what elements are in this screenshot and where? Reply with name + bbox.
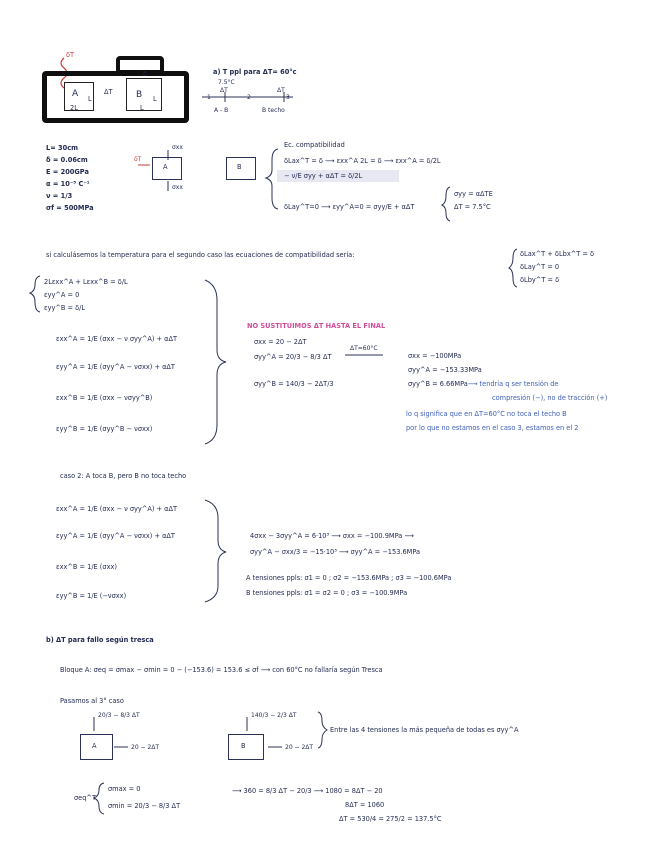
case-right-0: δLax^T + δLbx^T = δ: [520, 250, 595, 258]
box-b-top: 140/3 − 2/3 ΔT: [251, 712, 297, 719]
compat-l2: − ν/E σyy + αΔT = δ/2L: [284, 172, 363, 180]
num-res-1: σyy^A = −153.33MPa: [408, 366, 482, 374]
diagram-label-2l: 2L: [70, 104, 78, 112]
eq2-2: εxx^B = 1/E (σxx): [56, 563, 117, 571]
timeline-seg1: A - B: [214, 107, 229, 114]
given-2: E = 200GPa: [46, 168, 89, 176]
given-3: α = 10⁻⁵ C⁻¹: [46, 180, 90, 188]
timeline-n3: 3: [286, 94, 290, 101]
f1: ⟶ 360 = 8/3 ΔT − 20/3 ⟶ 1080 = 8ΔT − 20: [232, 787, 383, 795]
sub-res-0: σxx = 20 − 2ΔT: [254, 338, 307, 346]
arrow-dt-label: ΔT=60°C: [350, 345, 378, 352]
timeline-dt1: ΔT: [220, 87, 228, 94]
diagram-label-dt-red: δT: [66, 51, 75, 59]
f3: ΔT = 530/4 = 275/2 = 137.5°C: [339, 815, 442, 823]
f2: 8ΔT = 1060: [345, 801, 385, 809]
given-1: δ = 0.06cm: [46, 156, 88, 164]
block-a-sxx-bottom: σxx: [172, 184, 183, 191]
compat-title: Ec. compatibilidad: [284, 141, 345, 149]
case-right-1: δLay^T = 0: [520, 263, 560, 271]
diagram-label-l-right: L: [153, 95, 157, 103]
timeline-n2: 2: [247, 94, 251, 101]
case2-title: caso 2: A toca B, pero B no toca techo: [60, 472, 187, 480]
box-a-b-label: A: [92, 742, 97, 750]
section-b-title: b) ΔT para fallo según tresca: [46, 636, 154, 644]
eq1-0: εxx^A = 1/E (σxx − ν σyy^A) + αΔT: [56, 335, 178, 343]
given-0: L= 30cm: [46, 144, 78, 152]
case2-l4: B tensiones ppls: σ1 = σ2 = 0 ; σ3 = −100.9MPa: [246, 589, 408, 597]
sys-2: εyy^B = δ/L: [44, 304, 86, 312]
sys-0: 2Lεxx^A + Lεxx^B = δ/L: [44, 278, 128, 286]
block-a-dt: δT: [134, 156, 142, 163]
smax: σmax = 0: [108, 785, 141, 793]
eq1-3: εyy^B = 1/E (σyy^B − νσxx): [56, 425, 153, 433]
timeline-temp: 7.5°C: [218, 79, 235, 86]
entre-note: Entre las 4 tensiones la más pequeña de todas es σyy^A: [330, 726, 519, 734]
compat-r2: ΔT = 7.5°C: [454, 203, 491, 211]
given-5: σf = 500MPa: [46, 204, 94, 212]
eq2-3: εyy^B = 1/E (−νσxx): [56, 592, 127, 600]
timeline-n1: 1: [207, 94, 211, 101]
smin: σmin = 20/3 − 8/3 ΔT: [108, 802, 181, 810]
num-res-0: σxx = −100MPa: [408, 352, 462, 360]
diagram-label-gap: δ: [143, 70, 148, 78]
ceiling-notch: [116, 56, 164, 74]
case2-l3: A tensiones ppls: σ1 = 0 ; σ2 = −153.6MPa ; σ3 = −100.6MPa: [246, 574, 452, 582]
diagram-label-l-b: L: [140, 104, 144, 112]
diagram-label-dt: ΔT: [104, 88, 113, 96]
diagram-label-b: B: [136, 90, 143, 100]
seq-label: σeq^T: [74, 794, 96, 802]
box-a-top: 20/3 − 8/3 ΔT: [98, 712, 140, 719]
block-a-sxx-top: σxx: [172, 144, 183, 151]
note-2: lo q significa que en ΔT=60°C no toca el techo B: [406, 410, 567, 418]
sub-res-2: σyy^B = 140/3 − 2ΔT/3: [254, 380, 334, 388]
compat-r1: σyy = αΔTE: [454, 190, 493, 198]
box-b-b-label: B: [241, 742, 246, 750]
sub-res-1: σyy^A = 20/3 − 8/3 ΔT: [254, 353, 332, 361]
case-intro: si calculásemos la temperatura para el segundo caso las ecuaciones de compatibilidad sería:: [46, 251, 355, 259]
compat-l1: δLax^T = δ ⟶ εxx^A 2L = δ ⟶ εxx^A = δ/2L: [284, 157, 441, 165]
note-3: por lo que no estamos en el caso 3, estamos en el 2: [406, 424, 579, 432]
case2-l2: σyy^A − σxx/3 = −15·10³ ⟶ σyy^A = −153.6MPa: [250, 548, 421, 556]
timeline-dt2: ΔT: [277, 87, 285, 94]
box-a-right: 20 − 2ΔT: [131, 744, 160, 751]
eq2-0: εxx^A = 1/E (σxx − ν σyy^A) + αΔT: [56, 505, 178, 513]
box-b-right: 20 − 2ΔT: [285, 744, 314, 751]
case-right-2: δLby^T = δ: [520, 276, 560, 284]
note-1: compresión (−), no de tracción (+): [492, 394, 608, 402]
no-sub-note: NO SUSTITUIMOS ΔT HASTA EL FINAL: [247, 322, 386, 330]
box-b-b: [228, 734, 264, 760]
block-a-given-label: A: [163, 163, 168, 171]
diagram-label-a: A: [72, 89, 79, 99]
timeline-seg2: B techo: [262, 107, 285, 114]
pasamos: Pasamos al 3° caso: [60, 697, 124, 705]
block-b-given-label: B: [237, 163, 242, 171]
sys-1: εyy^A = 0: [44, 291, 80, 299]
compat-l3: δLay^T=0 ⟶ εyy^A=0 = σyy/E + αΔT: [284, 203, 415, 211]
bloque-a: Bloque A: σeq = σmax − σmin = 0 − (−153.6) = 153.6 ≤ σf ⟶ con 60°C no fallaría según Tresca: [60, 666, 383, 674]
diagram-label-l-left: L: [88, 95, 92, 103]
eq2-1: εyy^A = 1/E (σyy^A − νσxx) + αΔT: [56, 532, 175, 540]
case2-l1: 4σxx − 3σyy^A = 6·10³ ⟶ σxx = −100.9MPa ⟶: [250, 532, 414, 540]
num-res-2: σyy^B = 6.66MPa: [408, 380, 468, 388]
eq1-1: εyy^A = 1/E (σyy^A − νσxx) + αΔT: [56, 363, 175, 371]
given-4: ν = 1/3: [46, 192, 73, 200]
section-a-title: a) T ppl para ΔT= 60°c: [213, 68, 297, 76]
eq1-2: εxx^B = 1/E (σxx − νσyy^B): [56, 394, 153, 402]
note-0: ⟶ tendría q ser tensión de: [468, 380, 559, 388]
